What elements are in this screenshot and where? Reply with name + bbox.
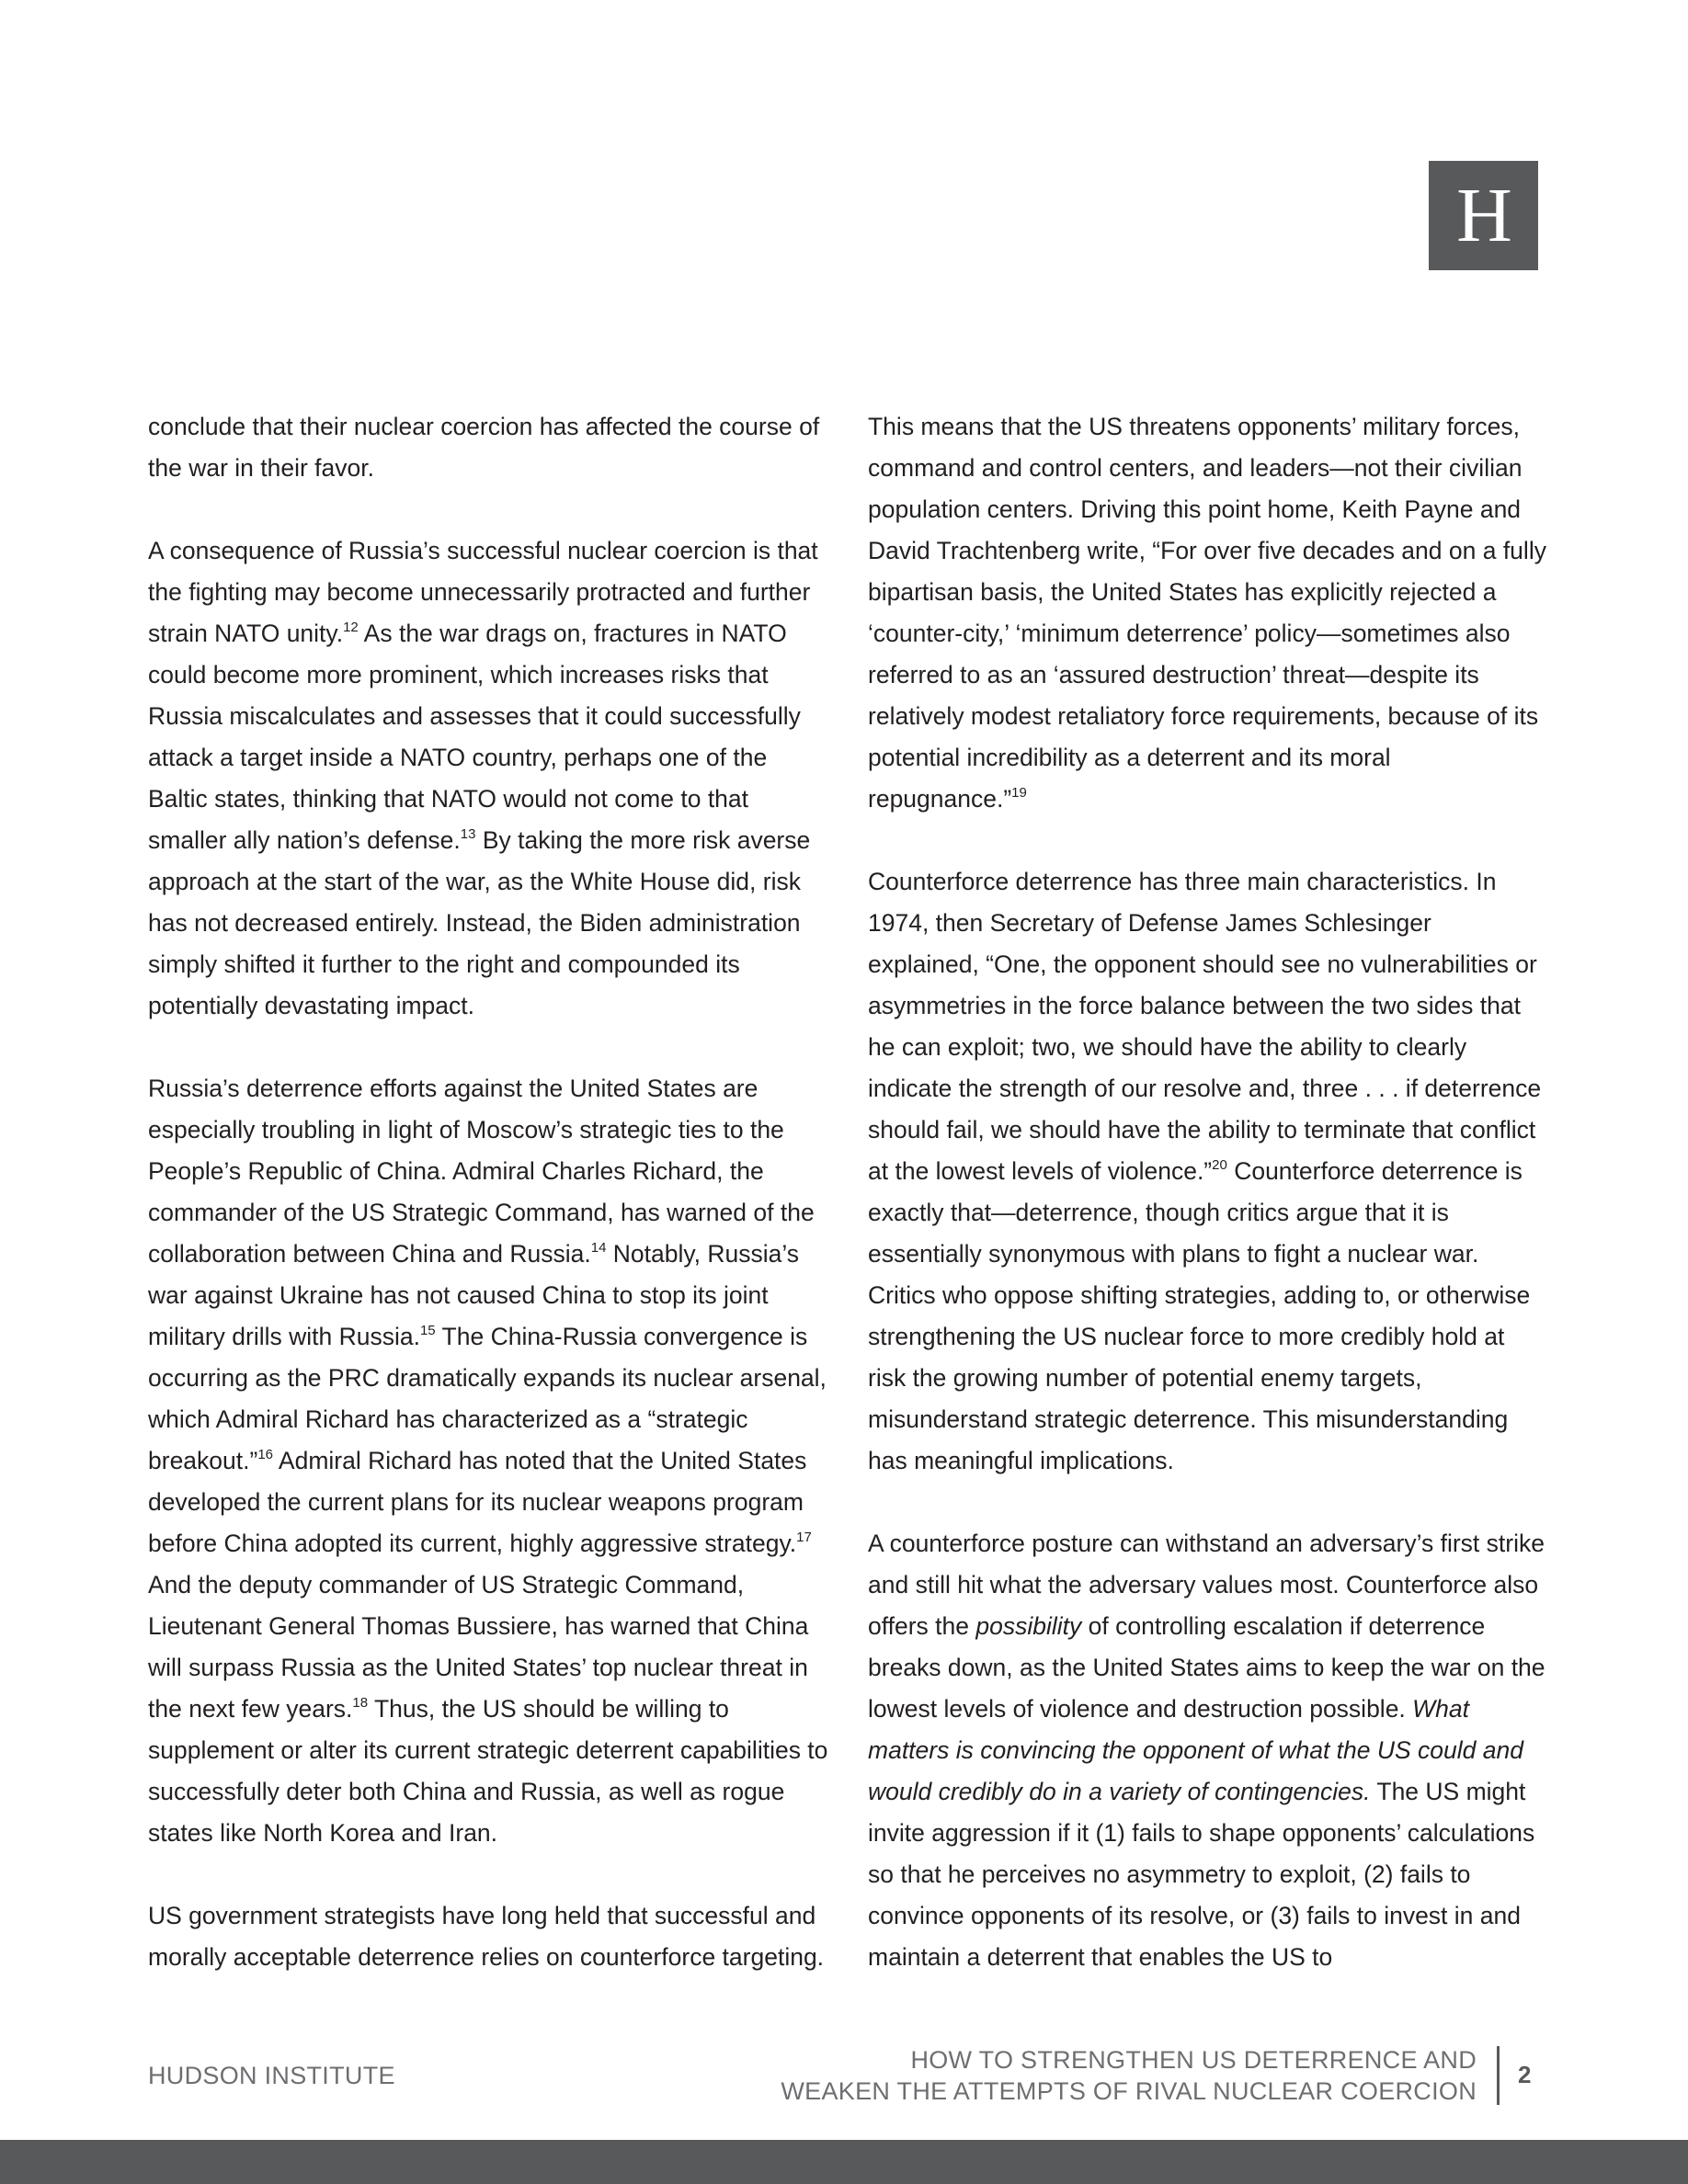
paragraph-text: A consequence of Russia’s successful nuclear coercion is that the fighting may become unnecessarily protracted and further strain NATO unity.	[148, 537, 818, 647]
footnote-ref: 14	[590, 1240, 607, 1256]
paragraph	[148, 530, 828, 1027]
paragraph-text: of controlling escalation if deterrence breaks down, as the United States aims to keep the war on the lowest levels of violence and destruction possible.	[868, 1612, 1545, 1723]
paragraph-text: A counterforce posture can withstand an adversary’s first strike and still hit what the adversary values most. Counterforce also offers the	[868, 1530, 1545, 1640]
paragraph-text: Counterforce deterrence is exactly that—deterrence, though critics argue that it is essentially synonymous with plans to fight a nuclear war. Critics who oppose shifting strategies, adding to, or otherwise strengthening the US nuclear force to more credibly hold at risk the growing number of potential enemy targets, misunderstand strategic deterrence. This misunderstanding has meaningful implications.	[868, 1157, 1531, 1474]
footnote-ref: 17	[796, 1530, 812, 1545]
paragraph-text: Notably, Russia’s war against Ukraine has not caused China to stop its joint military drills with Russia.	[148, 1240, 800, 1350]
paragraph	[148, 1068, 828, 1854]
hudson-logo	[1429, 161, 1538, 270]
paragraph	[148, 406, 828, 489]
footnote-ref: 20	[1212, 1157, 1227, 1173]
paragraph-text: Thus, the US should be willing to supplement or alter its current strategic deterrent capabilities to successfully deter both China and Russia, as well as rogue states like North Korea and Iran.	[148, 1695, 828, 1847]
paragraph-text: This means that the US threatens opponents’ military forces, command and control centers, and leaders—not their civilian population centers. Driving this point home, Keith Payne and David Trachtenberg write, “For over five decades and on a fully bipartisan basis, the United States has explicitly rejected a ‘counter-city,’ ‘minimum deterrence’ policy—sometimes also referred to as an ‘assured destruction’ threat—despite its relatively modest retaliatory force requirements, because of its potential incredibility as a deterrent and its moral repugnance.”	[868, 413, 1546, 813]
left-column	[148, 406, 828, 1978]
footer-organization: HUDSON INSTITUTE	[148, 2062, 395, 2089]
paragraph-text: The China-Russia convergence is occurring as the PRC dramatically expands its nuclear arsenal, which Admiral Richard has characterized as a “strategic breakout.”	[148, 1323, 827, 1474]
italic-text: What matters is convincing the opponent of what the US could and would credibly do in a variety of contingencies.	[868, 1695, 1523, 1805]
paragraph-text: conclude that their nuclear coercion has affected the course of the war in their favor.	[148, 413, 820, 482]
footnote-ref: 13	[460, 826, 476, 842]
page-number: 2	[1518, 2061, 1532, 2088]
italic-text: possibility	[975, 1612, 1082, 1640]
footnote-ref: 12	[343, 620, 359, 635]
paragraph-text: US government strategists have long held that successful and morally acceptable deterrence relies on counterforce targeting.	[148, 1902, 825, 1971]
paragraph-text: The US might invite aggression if it (1) fails to shape opponents’ calculations so that he perceives no asymmetry to exploit, (2) fails to convince opponents of its resolve, or (3) fails to invest in and maintain a deterrent that enables the US to	[868, 1778, 1535, 1971]
paragraph-text: As the war drags on, fractures in NATO could become more prominent, which increases risks that Russia miscalculates and assesses that it could successfully attack a target inside a NATO country, perhaps one of the Baltic states, thinking that NATO would not come to that smaller ally nation’s defense.	[148, 620, 801, 854]
paragraph	[868, 1523, 1548, 1978]
footnote-ref: 16	[257, 1447, 274, 1462]
footnote-ref: 19	[1011, 785, 1027, 801]
footer-report-title	[781, 2044, 1477, 2107]
paragraph-text: Russia’s deterrence efforts against the United States are especially troubling in light of Moscow’s strategic ties to the People’s Republic of China. Admiral Charles Richard, the commander of the US Strategic Command, has warned of the collaboration between China and Russia.	[148, 1075, 815, 1268]
paragraph-text: And the deputy commander of US Strategic Command, Lieutenant General Thomas Bussiere, has warned that China will surpass Russia as the United States’ top nuclear threat in the next few years.	[148, 1571, 809, 1723]
paragraph-text: Counterforce deterrence has three main characteristics. In 1974, then Secretary of Defense James Schlesinger explained, “One, the opponent should see no vulnerabilities or asymmetries in the force balance between the two sides that he can exploit; two, we should have the ability to clearly indicate the strength of our resolve and, three . . . if deterrence should fail, we should have the ability to terminate that conflict at the lowest levels of violence.”	[868, 868, 1542, 1185]
paragraph	[868, 406, 1548, 820]
right-column	[868, 406, 1548, 1978]
paragraph	[868, 861, 1548, 1482]
footnote-ref: 18	[352, 1695, 369, 1711]
footer-title-line: WEAKEN THE ATTEMPTS OF RIVAL NUCLEAR COERCION	[781, 2077, 1477, 2105]
paragraph	[148, 1895, 828, 1978]
bottom-bar	[0, 2140, 1688, 2184]
footer-title-line: HOW TO STRENGTHEN US DETERRENCE AND	[910, 2046, 1477, 2074]
footnote-ref: 15	[419, 1323, 436, 1338]
logo-letter: H	[1456, 172, 1511, 258]
paragraph-text: By taking the more risk averse approach at the start of the war, as the White House did, risk has not decreased entirely. Instead, the Biden administration simply shifted it further to the right and compounded its potentially devastating impact.	[148, 826, 811, 1019]
paragraph-text: Admiral Richard has noted that the United States developed the current plans for its nuclear weapons program before China adopted its current, highly aggressive strategy.	[148, 1447, 807, 1557]
footer-divider	[1497, 2046, 1500, 2105]
